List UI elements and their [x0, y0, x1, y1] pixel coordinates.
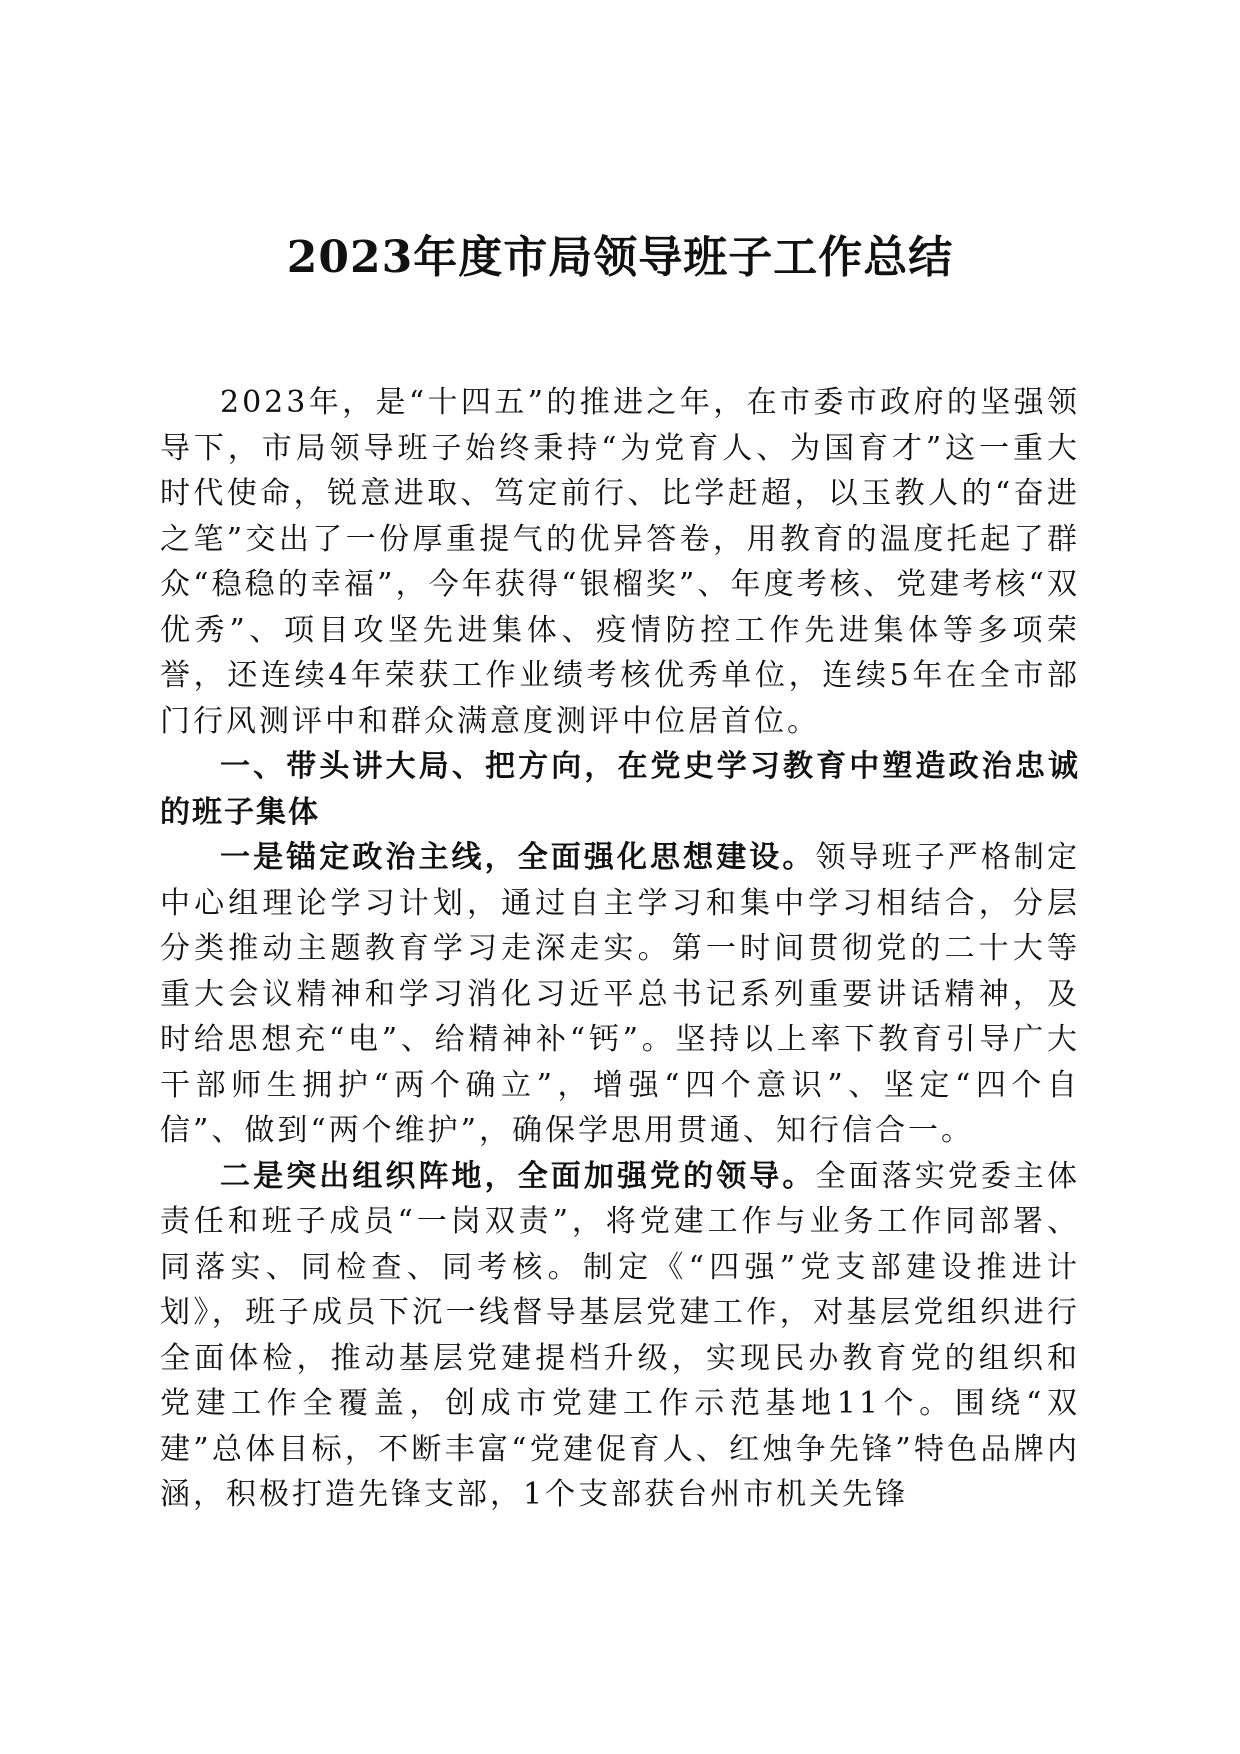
document-title: 2023年度市局领导班子工作总结	[286, 232, 954, 283]
paragraph-2-body: 全面落实党委主体责任和班子成员“一岗双责”，将党建工作与业务工作同部署、同落实、同检查、同考核。制定《“四强”党支部建设推进计划》，班子成员下沉一线督导基层党建工作，对基层党组织进行全面体检，推动基层党建提档升级，实现民办教育党的组织和党建工作全覆盖，创成市党建工作示范基地11个。围绕“双建”总体目标，不断丰富“党建促育人、红烛争先锋”特色品牌内涵，积极打造先锋支部，1个支部获台州市机关先锋	[160, 1158, 1081, 1512]
paragraph-1	[160, 835, 1080, 1154]
paragraph-2	[160, 1154, 1080, 1518]
paragraph-1-body: 领导班子严格制定中心组理论学习计划，通过自主学习和集中学习相结合，分层分类推动主题教育学习走深走实。第一时间贯彻党的二十大等重大会议精神和学习消化习近平总书记系列重要讲话精神，及时给思想充“电”、给精神补“钙”。坚持以上率下教育引导广大干部师生拥护“两个确立”，增强“四个意识”、坚定“四个自信”、做到“两个维护”，确保学思用贯通、知行信合一。	[160, 840, 1081, 1148]
intro-paragraph: 2023年，是“十四五”的推进之年，在市委市政府的坚强领导下，市局领导班子始终秉持“为党育人、为国育才”这一重大时代使命，锐意进取、笃定前行、比学赶超，以玉教人的“奋进之笔”交出了一份厚重提气的优异答卷，用教育的温度托起了群众“稳稳的幸福”，今年获得“银榴奖”、年度考核、党建考核“双优秀”、项目攻坚先进集体、疫情防控工作先进集体等多项荣誉，还连续4年荣获工作业绩考核优秀单位，连续5年在全市部门行风测评中和群众满意度测评中位居首位。	[160, 385, 1080, 739]
paragraph-2-lead: 二是突出组织阵地，全面加强党的领导。	[220, 1158, 816, 1194]
document-body	[160, 380, 1080, 1518]
section-heading-1: 一、带头讲大局、把方向，在党史学习教育中塑造政治忠诚的班子集体	[160, 749, 1080, 830]
paragraph-1-lead: 一是锚定政治主线，全面强化思想建设。	[220, 840, 816, 875]
